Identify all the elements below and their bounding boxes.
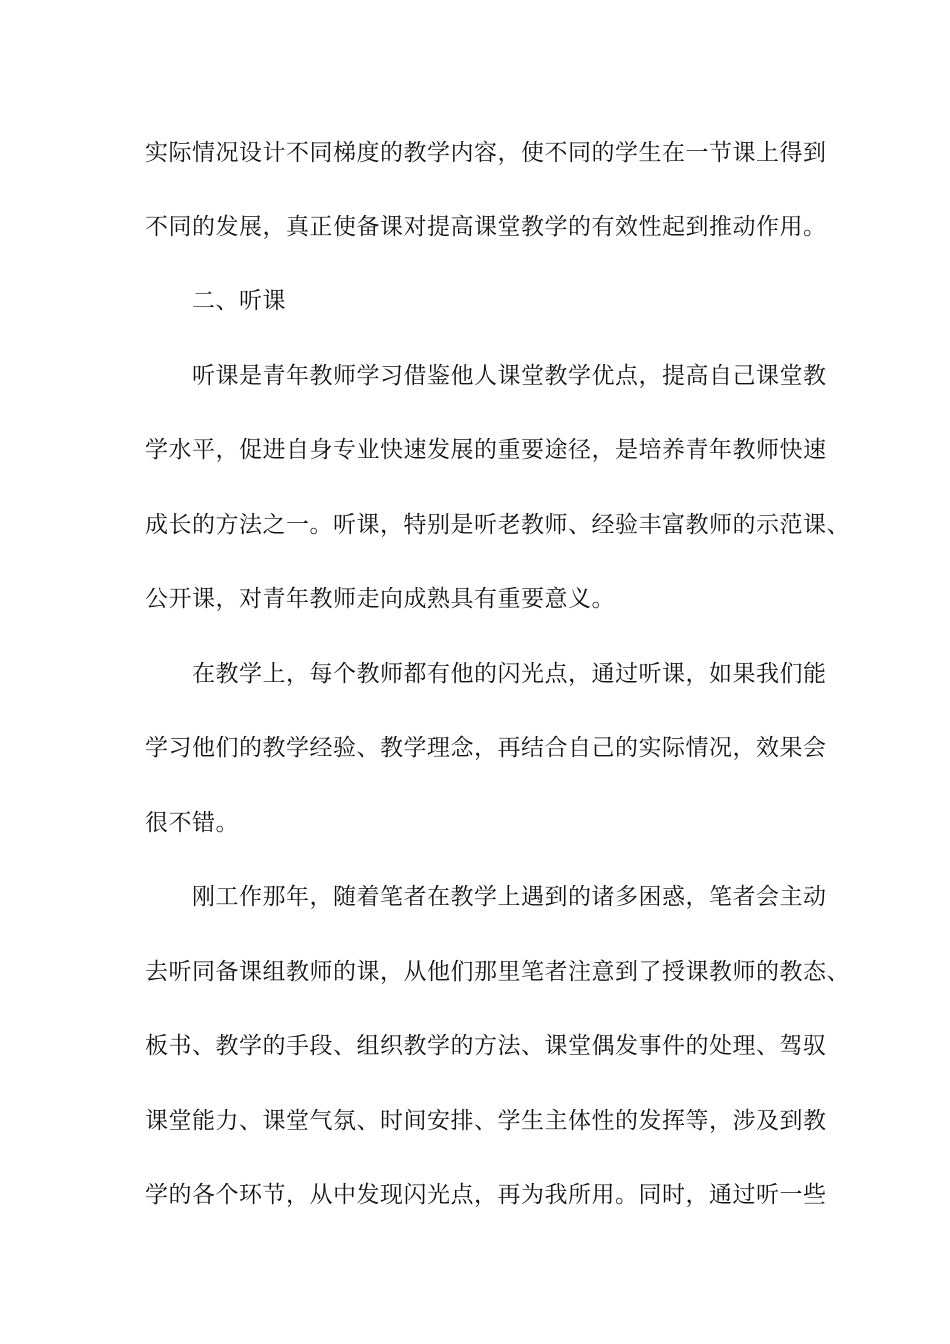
text-line-12: 去听同备课组教师的课，从他们那里笔者注意到了授课教师的教态、 bbox=[145, 959, 850, 985]
text-line-4: 听课是青年教师学习借鉴他人课堂教学优点，提高自己课堂教 bbox=[192, 363, 827, 389]
text-line-13: 板书、教学的手段、组织教学的方法、课堂偶发事件的处理、驾驭 bbox=[145, 1033, 827, 1059]
section-heading-listening: 二、听课 bbox=[192, 288, 286, 314]
text-line-14: 课堂能力、课堂气氛、时间安排、学生主体性的发挥等，涉及到教 bbox=[145, 1108, 827, 1134]
text-line-15: 学的各个环节，从中发现闪光点，再为我所用。同时，通过听一些 bbox=[145, 1182, 827, 1208]
text-line-5: 学水平，促进自身专业快速发展的重要途径，是培养青年教师快速 bbox=[145, 437, 827, 463]
text-line-10: 很不错。 bbox=[145, 810, 239, 836]
text-line-11: 刚工作那年，随着笔者在教学上遇到的诸多困惑，笔者会主动 bbox=[192, 884, 827, 910]
text-line-1: 实际情况设计不同梯度的教学内容，使不同的学生在一节课上得到 bbox=[145, 140, 827, 166]
text-line-9: 学习他们的教学经验、教学理念，再结合自己的实际情况，效果会 bbox=[145, 735, 827, 761]
text-line-6: 成长的方法之一。听课，特别是听老教师、经验丰富教师的示范课、 bbox=[145, 512, 850, 538]
text-line-7: 公开课，对青年教师走向成熟具有重要意义。 bbox=[145, 586, 615, 612]
text-line-8: 在教学上，每个教师都有他的闪光点，通过听课，如果我们能 bbox=[192, 661, 827, 687]
text-line-2: 不同的发展，真正使备课对提高课堂教学的有效性起到推动作用。 bbox=[145, 214, 827, 240]
